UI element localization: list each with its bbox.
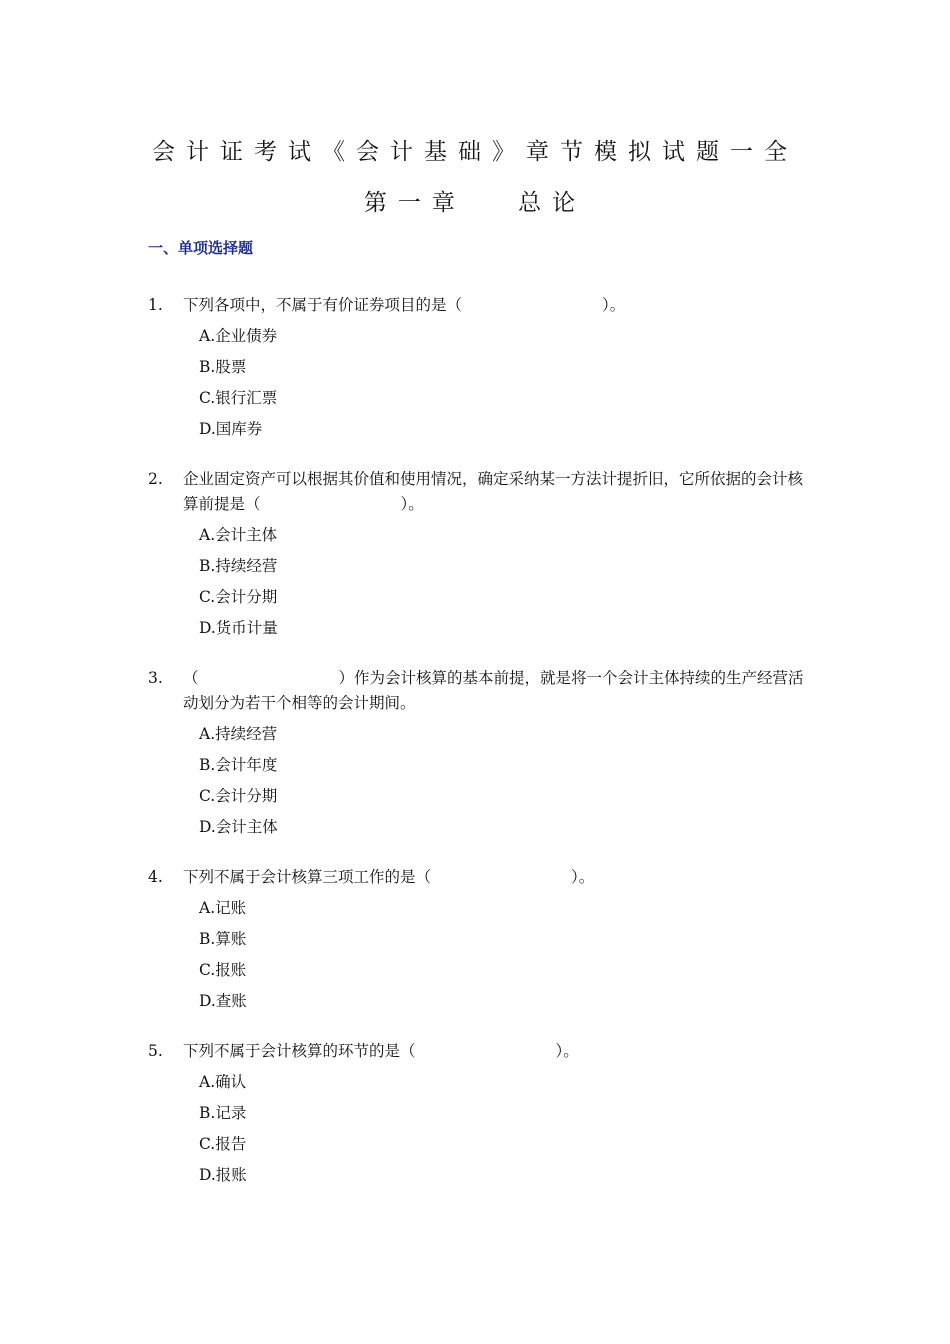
option-b: B.股票 — [199, 358, 247, 376]
question-text-after: ）。 — [602, 296, 626, 314]
question-text-before: 企业固定资产可以根据其价值和使用情况，确定采纳某一方法计提折旧，它所依据的会计核算前提是（ — [183, 470, 804, 513]
option-d: D.国库券 — [199, 420, 263, 438]
question-number: 2. — [148, 470, 163, 488]
option-d: D.会计主体 — [199, 818, 278, 836]
option-d: D.报账 — [199, 1166, 247, 1184]
question-stem — [183, 293, 808, 318]
option-d: D.货币计量 — [199, 619, 278, 637]
question-text-before: （ — [183, 669, 199, 687]
document-title: 会计证考试《会计基础》章节模拟试题一全 — [152, 139, 798, 165]
question-number: 3. — [148, 669, 163, 687]
option-c: C.会计分期 — [199, 787, 278, 805]
question-4 — [148, 865, 808, 1014]
question-3 — [148, 666, 808, 840]
question-text-after: ）。 — [571, 868, 595, 886]
question-text-before: 下列不属于会计核算的环节的是（ — [183, 1042, 416, 1060]
chapter-heading: 第一章 总论 — [363, 190, 587, 216]
question-text-after: ）。 — [555, 1042, 579, 1060]
option-c: C.银行汇票 — [199, 389, 278, 407]
question-number: 5. — [148, 1042, 163, 1060]
option-b: B.持续经营 — [199, 557, 278, 575]
question-stem — [183, 1039, 808, 1064]
question-2 — [148, 467, 808, 641]
option-a: A.持续经营 — [199, 725, 278, 743]
question-text-after: ）。 — [400, 495, 424, 513]
section-heading: 一、单项选择题 — [148, 239, 254, 257]
question-text-before: 下列不属于会计核算三项工作的是（ — [183, 868, 432, 886]
question-text-before: 下列各项中，不属于有价证券项目的是（ — [183, 296, 463, 314]
option-a: A.会计主体 — [199, 526, 278, 544]
option-a: A.企业债券 — [199, 327, 278, 345]
option-d: D.查账 — [199, 992, 247, 1010]
option-c: C.报账 — [199, 961, 247, 979]
question-number: 1. — [148, 296, 163, 314]
question-stem — [183, 666, 808, 716]
question-number: 4. — [148, 868, 163, 886]
option-b: B.记录 — [199, 1104, 247, 1122]
question-text-after: ）作为会计核算的基本前提，就是将一个会计主体持续的生产经营活动划分为若干个相等的会计期间。 — [183, 669, 804, 712]
question-stem — [183, 467, 808, 517]
question-5 — [148, 1039, 808, 1188]
question-1 — [148, 293, 808, 442]
option-b: B.算账 — [199, 930, 247, 948]
option-b: B.会计年度 — [199, 756, 278, 774]
question-stem — [183, 865, 808, 890]
option-a: A.确认 — [199, 1073, 247, 1091]
option-c: C.会计分期 — [199, 588, 278, 606]
option-c: C.报告 — [199, 1135, 247, 1153]
option-a: A.记账 — [199, 899, 247, 917]
